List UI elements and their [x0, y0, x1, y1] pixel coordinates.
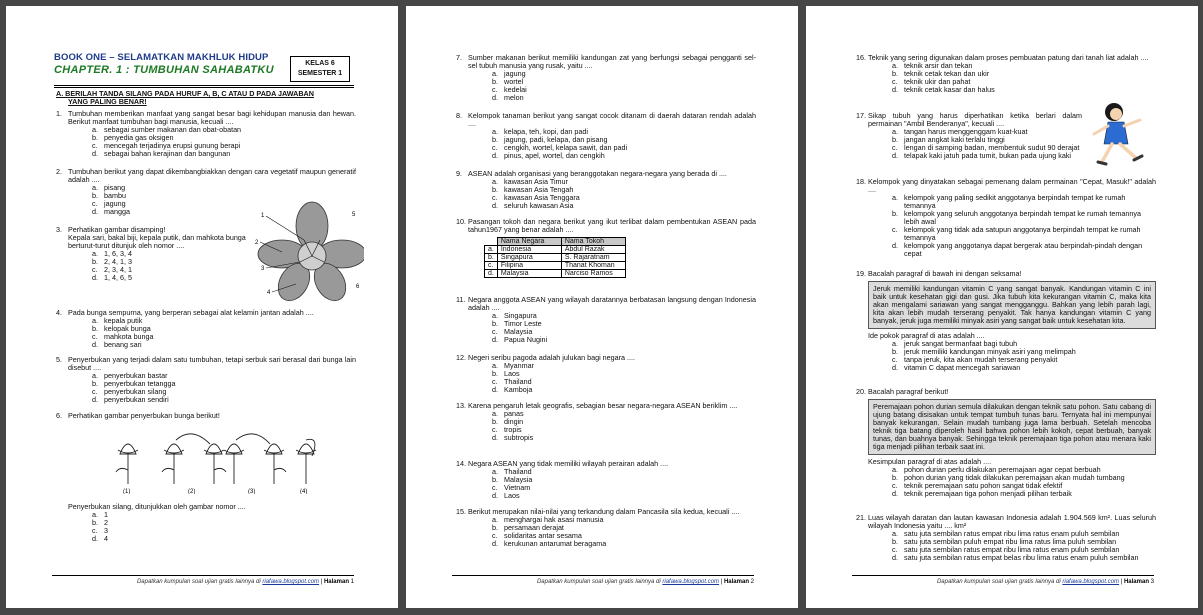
flower-label: 2: [255, 240, 259, 246]
option-b[interactable]: b. jangan angkat kaki terlalu tinggi: [892, 135, 1005, 144]
question-number: 19.: [856, 269, 866, 278]
question-3: [56, 226, 251, 282]
option-d[interactable]: d. subtropis: [492, 433, 534, 442]
option-c[interactable]: c. kawasan Asia Tenggara: [492, 193, 580, 202]
question-6-ask: [56, 503, 356, 543]
figure-label: (4): [300, 489, 308, 494]
question-number: 15.: [456, 507, 466, 516]
question-10: [456, 218, 756, 278]
option-d[interactable]: d. kelompok yang anggotanya dapat bergerak atau berpindah-pindah dengan cepat: [892, 241, 1143, 258]
option-c[interactable]: c. cengkih, wortel, kelapa sawit, dan padi: [492, 143, 628, 152]
option-c[interactable]: c. Malaysia: [492, 327, 533, 336]
option-d[interactable]: d. vitamin C dapat mencegah sariawan: [892, 363, 1021, 372]
question-number: 3.: [56, 225, 62, 234]
question-text: Tumbuhan berikut yang dapat dikembangbiakkan dengan cara vegetatif maupun generatif adalah ....: [68, 167, 356, 184]
question-text: Pada bunga sempurna, yang berperan sebagai alat kelamin jantan adalah ....: [68, 308, 314, 317]
figure-label: (1): [123, 489, 131, 494]
question-15: [456, 508, 756, 548]
table-row[interactable]: b. Singapura S. Rajaratnam: [485, 254, 626, 262]
option-b[interactable]: b. jagung, padi, kelapa, dan pisang: [492, 135, 608, 144]
question-text: Kelompok tanaman berikut yang sangat cocok ditanam di daerah dataran rendah adalah ....: [468, 111, 756, 128]
option-d[interactable]: d. 4: [92, 534, 108, 543]
flower-label: 5: [352, 212, 356, 218]
question-text: Sikap tubuh yang harus diperhatikan ketika berlari dalam permainan "Ambil Benderanya", kecuali ....: [868, 111, 1082, 128]
option-c[interactable]: c. tropis: [492, 425, 522, 434]
question-13: [456, 402, 756, 442]
option-b[interactable]: b. wortel: [492, 77, 524, 86]
option-b[interactable]: b. kawasan Asia Tengah: [492, 185, 574, 194]
question-4: [56, 309, 356, 349]
question-number: 14.: [456, 459, 466, 468]
question-number: 16.: [856, 53, 866, 62]
column-header: Nama Negara: [497, 238, 561, 246]
question-number: 1.: [56, 109, 62, 118]
option-a[interactable]: a. teknik arsir dan tekan: [892, 61, 973, 70]
question-number: 4.: [56, 308, 62, 317]
question-text: Karena pengaruh letak geografis, sebagian besar negara-negara ASEAN beriklim ....: [468, 401, 738, 410]
section-a-line1: A. BERILAH TANDA SILANG PADA HURUF A, B, C ATAU D PADA JAWABAN: [56, 89, 314, 98]
question-number: 8.: [456, 111, 462, 120]
question-text: Penyerbukan silang, ditunjukkan oleh gambar nomor ....: [68, 502, 246, 511]
reading-passage: Peremajaan pohon durian semula dilakukan dengan teknik satu pohon. Satu cabang di ujung batang disisakan untuk tempat tumbuh tunas baru. Ternyata hal ini mempunyai banyak kekurangan. Selain mudah tumbang juga lama berbuah. Setelah mencoba teknik tiga batang diperoleh hasil bahwa pohon lebih kokoh, cepat berbuah, banyak tunas, dan buahnya banyak. Sehingga teknik peremajaan tiga pohon atau menara kaki tiga menjadi pilihan terbaik saat ini.: [868, 399, 1156, 455]
question-18: [856, 178, 1156, 258]
question-1: [56, 110, 356, 158]
option-b[interactable]: b. penyerbukan tetangga: [92, 379, 176, 388]
question-text: Penyerbukan yang terjadi dalam satu tumbuhan, tetapi serbuk sari berasal dari bunga lain disebut ....: [68, 355, 356, 372]
footer: Dapatkan kumpulan soal ujian gratis lainnya di riafawa.blogspot.com | Halaman 3: [936, 579, 1154, 585]
option-c[interactable]: c. mahkota bunga: [92, 332, 154, 341]
option-b[interactable]: b. bambu: [92, 191, 126, 200]
option-b[interactable]: b. kelompok yang seluruh anggotanya berpindah tempat ke rumah temannya lebih awal: [892, 209, 1141, 226]
option-c[interactable]: c. solidaritas antar sesama: [492, 531, 582, 540]
option-b[interactable]: b. persamaan derajat: [492, 523, 564, 532]
option-a[interactable]: a. menghargai hak asasi manusia: [492, 515, 604, 524]
footer-link[interactable]: riafawa.blogspot.com: [1062, 579, 1120, 585]
option-a[interactable]: a. jeruk sangat bermanfaat bagi tubuh: [892, 339, 1018, 348]
option-a[interactable]: a. pohon durian perlu dilakukan peremajaan agar cepat berbuah: [892, 465, 1101, 474]
option-c[interactable]: c. penyerbukan silang: [92, 387, 167, 396]
option-b[interactable]: b. 2, 4, 1, 3: [92, 257, 132, 266]
page-2: [406, 6, 798, 608]
option-d[interactable]: d. seluruh kawasan Asia: [492, 201, 574, 210]
option-c[interactable]: c. lengan di samping badan, membentuk sudut 90 derajat: [892, 143, 1080, 152]
option-d[interactable]: d. Laos: [492, 491, 520, 500]
question-text: Perhatikan gambar disamping! Kepala sari, bakal biji, kepala putik, dan mahkota bunga berturut-turut ditunjuk oleh nomor ....: [68, 225, 246, 250]
question-number: 6.: [56, 411, 62, 420]
semester-label: SEMESTER 1: [297, 70, 343, 77]
option-d[interactable]: d. kerukunan antarumat beragama: [492, 539, 607, 548]
option-c[interactable]: c. jagung: [92, 199, 126, 208]
table-header-row: [485, 238, 626, 246]
option-c[interactable]: c. kelompok yang tidak ada satupun anggotanya berpindah tempat ke rumah temannya: [892, 225, 1141, 242]
question-11: [456, 296, 756, 344]
question-12: [456, 354, 756, 394]
footer-rule: [52, 575, 354, 576]
option-b[interactable]: b. Malaysia: [492, 475, 533, 484]
question-number: 5.: [56, 355, 62, 364]
question-9: [456, 170, 756, 210]
option-c[interactable]: c. tanpa jeruk, kita akan mudah terserang penyakit: [892, 355, 1058, 364]
chapter-title: CHAPTER. 1 : TUMBUHAN SAHABATKU: [54, 64, 274, 76]
footer-rule: [852, 575, 1154, 576]
option-a[interactable]: a. 1, 6, 3, 4: [92, 249, 132, 258]
question-text: Negara anggota ASEAN yang wilayah daratannya berbatasan langsung dengan Indonesia adalah ....: [468, 295, 756, 312]
question-19: [856, 270, 1156, 372]
footer-rule: [452, 575, 754, 576]
footer-link[interactable]: riafawa.blogspot.com: [662, 579, 720, 585]
header-rule: [54, 85, 354, 86]
option-d[interactable]: d. teknik cetak kasar dan halus: [892, 85, 995, 94]
option-d[interactable]: d. sebagai bahan kerajinan dan bangunan: [92, 149, 231, 158]
header-rule-thin: [54, 87, 354, 88]
option-a[interactable]: a. 1: [92, 510, 108, 519]
option-c[interactable]: c. 2, 3, 4, 1: [92, 265, 132, 274]
question-text: Tumbuhan memberikan manfaat yang sangat besar bagi kehidupan manusia dan hewan. Berikut manfaat tumbuhan bagi manusia, kecuali ....: [68, 109, 356, 126]
question-14: [456, 460, 756, 500]
section-a-title: [56, 90, 356, 106]
option-a[interactable]: a. panas: [492, 409, 524, 418]
question-text: Berikut merupakan nilai-nilai yang terkandung dalam Pancasila sila kedua, kecuali ....: [468, 507, 740, 516]
option-c[interactable]: c. Thailand: [492, 377, 532, 386]
option-a[interactable]: a. Singapura: [492, 311, 537, 320]
class-label: KELAS 6: [305, 60, 335, 67]
option-c[interactable]: c. Vietnam: [492, 483, 531, 492]
question-number: 2.: [56, 167, 62, 176]
question-8: [456, 112, 756, 160]
figure-label: (3): [248, 489, 256, 494]
option-d[interactable]: d. Kamboja: [492, 385, 533, 394]
question-text: Bacalah paragraf berikut!: [868, 387, 949, 396]
question-7: [456, 54, 756, 102]
question-number: 13.: [456, 401, 466, 410]
question-number: 7.: [456, 53, 462, 62]
founders-table: [484, 237, 626, 278]
option-a[interactable]: a. kelapa, teh, kopi, dan padi: [492, 127, 588, 136]
question-text: Negeri seribu pagoda adalah julukan bagi negara ....: [468, 353, 636, 362]
option-b[interactable]: b. penyedia gas oksigen: [92, 133, 174, 142]
question-text: Luas wilayah daratan dan lautan kawasan Indonesia adalah 1.904.569 km². Luas seluruh wilayah Indonesia yaitu .... km²: [868, 513, 1156, 530]
flower-label: 1: [261, 213, 265, 219]
question-number: 11.: [456, 295, 466, 304]
question-text: Bacalah paragraf di bawah ini dengan seksama!: [868, 269, 1022, 278]
question-text: Perhatikan gambar penyerbukan bunga berikut!: [68, 411, 220, 420]
option-a[interactable]: a. pisang: [92, 183, 126, 192]
question-21: [856, 514, 1156, 562]
pollination-figure: [106, 426, 326, 494]
footer: Dapatkan kumpulan soal ujian gratis lainnya di riafawa.blogspot.com | Halaman 1: [136, 579, 354, 585]
option-c[interactable]: c. teknik peremajaan satu pohon sangat tidak efektif: [892, 481, 1063, 490]
question-number: 21.: [856, 513, 866, 522]
option-a[interactable]: a. satu juta sembilan ratus empat ribu lima ratus enam puluh sembilan: [892, 529, 1120, 538]
option-a[interactable]: a. kelompok yang paling sedikit anggotanya berpindah tempat ke rumah temannya: [892, 193, 1126, 210]
option-d[interactable]: d. teknik peremajaan tiga pohon menjadi pilihan terbaik: [892, 489, 1072, 498]
question-16: [856, 54, 1156, 94]
flower-label: 3: [261, 266, 265, 272]
question-number: 18.: [856, 177, 866, 186]
question-20: [856, 388, 1156, 498]
option-a[interactable]: a. Myanmar: [492, 361, 534, 370]
question-prompt: Ide pokok paragraf di atas adalah ....: [868, 331, 985, 340]
question-5: [56, 356, 356, 404]
option-c[interactable]: c. kedelai: [492, 85, 527, 94]
column-header: Nama Tokoh: [561, 238, 625, 246]
option-b[interactable]: b. kelopak bunga: [92, 324, 151, 333]
class-box: [290, 56, 350, 82]
question-number: 9.: [456, 169, 462, 178]
option-d[interactable]: d. Papua Nugini: [492, 335, 548, 344]
option-d[interactable]: d. mangga: [92, 207, 130, 216]
question-text: ASEAN adalah organisasi yang beranggotakan negara-negara yang berada di ....: [468, 169, 727, 178]
flower-label: 6: [356, 284, 360, 290]
flower-diagram: [252, 196, 364, 308]
option-c[interactable]: c. teknik ukir dan pahat: [892, 77, 971, 86]
book-title: BOOK ONE – SELAMATKAN MAKHLUK HIDUP: [54, 52, 269, 63]
option-d[interactable]: d. 1, 4, 6, 5: [92, 273, 132, 282]
option-b[interactable]: b. satu juta sembilan puluh empat ribu lima ratus lima puluh sembilan: [892, 537, 1117, 546]
question-text: Teknik yang sering digunakan dalam proses pembuatan patung dari tanah liat adalah ....: [868, 53, 1149, 62]
question-text: Negara ASEAN yang tidak memiliki wilayah perairan adalah ....: [468, 459, 669, 468]
option-d[interactable]: d. telapak kaki jatuh pada tumit, bukan pada ujung kaki: [892, 151, 1072, 160]
question-text: Pasangan tokoh dan negara berikut yang ikut terlibat dalam pembentukan ASEAN pada tahun1967 yang benar adalah ....: [468, 217, 756, 234]
question-number: 12.: [456, 353, 466, 362]
option-a[interactable]: a. sebagai sumber makanan dan obat-obatan: [92, 125, 242, 134]
page-1: [6, 6, 398, 608]
footer-link[interactable]: riafawa.blogspot.com: [262, 579, 320, 585]
option-a[interactable]: a. kawasan Asia Timur: [492, 177, 568, 186]
figure-label: (2): [188, 489, 196, 494]
option-c[interactable]: c. 3: [92, 526, 108, 535]
option-a[interactable]: a. penyerbukan bastar: [92, 371, 168, 380]
question-text: Kelompok yang dinyatakan sebagai pemenang dalam permainan "Cepat, Masuk!" adalah ....: [868, 177, 1156, 194]
question-number: 10.: [456, 217, 466, 226]
question-number: 17.: [856, 111, 866, 120]
option-a[interactable]: a. kepala putik: [92, 316, 143, 325]
option-a[interactable]: a. tangan harus menggenggam kuat-kuat: [892, 127, 1028, 136]
flower-label: 4: [267, 290, 271, 296]
page-3: [806, 6, 1198, 608]
option-d[interactable]: d. satu juta sembilan ratus empat belas ribu lima ratus enam puluh sembilan: [892, 553, 1139, 562]
reading-passage: Jeruk memiliki kandungan vitamin C yang sangat banyak. Kandungan vitamin C ini baik untuk kesehatan gigi dan gusi. Jika tubuh kita kekurangan vitamin C, maka kita akan mengalami sariawan yang sangat mengganggu. Bahkan yang lebih parah lagi, kita akan lebih mudah terserang penyakit. Tak hanya kandungan vitamin C yang banyak, jeruk juga memiliki minyak asiri yang sangat baik untuk kesehatan kita.: [868, 281, 1156, 329]
option-c[interactable]: c. mencegah terjadinya erupsi gunung berapi: [92, 141, 241, 150]
option-b[interactable]: b. dingin: [492, 417, 524, 426]
option-d[interactable]: d. penyerbukan sendiri: [92, 395, 169, 404]
table-row[interactable]: a. Indonesia Abdul Razak: [485, 246, 626, 254]
table-row[interactable]: c. Filipina Thanat Khoman: [485, 262, 626, 270]
option-b[interactable]: b. jeruk memiliki kandungan minyak asiri yang melimpah: [892, 347, 1076, 356]
question-prompt: Kesimpulan paragraf di atas adalah ....: [868, 457, 992, 466]
question-text: Sumber makanan berikut memiliki kandungan zat yang berfungsi sebagai pengganti sel-sel tubuh manusia yang rusak, yaitu ....: [468, 53, 756, 70]
question-number: 20.: [856, 387, 866, 396]
option-d[interactable]: d. pinus, apel, wortel, dan cengkih: [492, 151, 605, 160]
option-a[interactable]: a. jagung: [492, 69, 526, 78]
running-girl-illustration: [1088, 100, 1152, 174]
option-b[interactable]: b. 2: [92, 518, 108, 527]
option-a[interactable]: a. Thailand: [492, 467, 532, 476]
question-6: [56, 412, 356, 420]
option-d[interactable]: d. melon: [492, 93, 524, 102]
option-b[interactable]: b. Timor Leste: [492, 319, 542, 328]
option-b[interactable]: b. pohon durian yang tidak dilakukan peremajaan akan mudah tumbang: [892, 473, 1125, 482]
option-b[interactable]: b. Laos: [492, 369, 520, 378]
option-c[interactable]: c. satu juta sembilan ratus empat ribu lima ratus enam puluh sembilan: [892, 545, 1120, 554]
footer: Dapatkan kumpulan soal ujian gratis lainnya di riafawa.blogspot.com | Halaman 2: [536, 579, 754, 585]
option-b[interactable]: b. teknik cetak tekan dan ukir: [892, 69, 990, 78]
question-17: [856, 112, 1082, 160]
table-row[interactable]: d. Malaysia Narciso Ramos: [485, 270, 626, 278]
option-d[interactable]: d. benang sari: [92, 340, 142, 349]
section-a-line2: YANG PALING BENAR!: [68, 97, 147, 106]
